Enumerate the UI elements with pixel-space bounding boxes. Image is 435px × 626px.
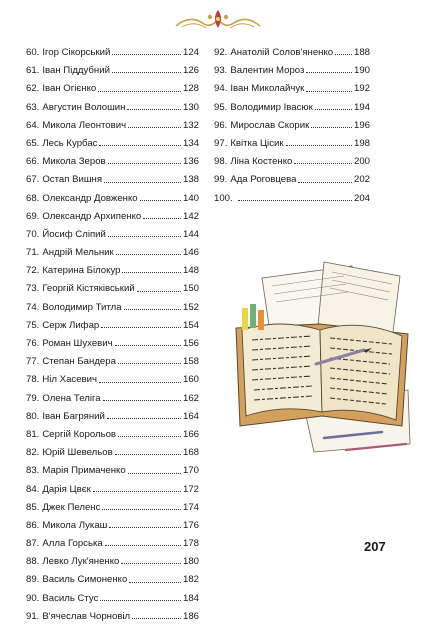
entry-page: 158 [182,356,199,368]
dot-leader [121,563,181,564]
entry-name: Микола Лукаш [42,519,108,531]
toc-entry [214,190,370,208]
toc-entry [26,553,199,571]
dot-leader [103,400,181,401]
toc-entry [214,80,370,98]
dot-leader [108,163,181,164]
toc-entry [26,171,199,189]
entry-page: 170 [182,465,199,477]
entry-number: 75. [26,319,40,331]
toc-entry [26,44,199,62]
entry-name: Микола Зеров [42,156,106,168]
entry-number: 100. [214,192,233,204]
toc-entry [26,299,199,317]
dot-leader [143,218,181,219]
toc-left-column [26,44,199,626]
entry-name: Валентин Мороз [230,65,305,77]
entry-number: 65. [26,137,40,149]
entry-number: 83. [26,465,40,477]
dot-leader [112,72,181,73]
dot-leader [137,291,181,292]
entry-number: 63. [26,101,40,113]
entry-page: 162 [182,392,199,404]
dot-leader [99,382,181,383]
entry-name: Серж Лифар [42,319,100,331]
open-book-illustration-icon [232,248,412,458]
dot-leader [101,327,181,328]
entry-number: 85. [26,501,40,513]
entry-number: 62. [26,83,40,95]
dot-leader [115,345,181,346]
entry-page: 144 [182,228,199,240]
dot-leader [128,127,181,128]
entry-name: Іван Багряний [42,410,105,422]
toc-entry [26,499,199,517]
entry-name: Дарія Цвєк [42,483,91,495]
entry-number: 98. [214,156,228,168]
entry-number: 95. [214,101,228,113]
dot-leader [116,254,181,255]
entry-page: 202 [353,174,370,186]
entry-page: 178 [182,538,199,550]
toc-entry [26,135,199,153]
entry-number: 77. [26,356,40,368]
dot-leader [286,145,352,146]
entry-name: Олександр Архипенко [42,210,142,222]
dot-leader [109,527,181,528]
entry-name: Катерина Білокур [42,265,121,277]
entry-name: Іван Миколайчук [230,83,305,95]
entry-page: 136 [182,156,199,168]
entry-name: Микола Леонтович [42,119,127,131]
toc-entry [26,208,199,226]
entry-page: 174 [182,501,199,513]
toc-right-column [214,44,370,208]
dot-leader [132,618,181,619]
toc-entry [26,408,199,426]
entry-page: 152 [182,301,199,313]
entry-page: 142 [182,210,199,222]
entry-page: 194 [353,101,370,113]
entry-number: 69. [26,210,40,222]
entry-name: Олександр Довженко [42,192,138,204]
entry-number: 78. [26,374,40,386]
dot-leader [93,491,181,492]
entry-name: Лесь Курбас [42,137,98,149]
entry-page: 140 [182,192,199,204]
dot-leader [104,182,181,183]
entry-name: Андрій Мельник [42,247,114,259]
toc-entry [26,117,199,135]
page-number: 207 [364,539,386,554]
entry-number: 70. [26,228,40,240]
entry-number: 99. [214,174,228,186]
toc-entry [26,226,199,244]
entry-page: 204 [353,192,370,204]
entry-number: 81. [26,428,40,440]
dot-leader [129,582,181,583]
toc-entry [26,280,199,298]
entry-page: 166 [182,428,199,440]
dot-leader [294,163,352,164]
entry-number: 79. [26,392,40,404]
entry-number: 68. [26,192,40,204]
entry-page: 134 [182,137,199,149]
dot-leader [105,545,181,546]
entry-page: 190 [353,65,370,77]
entry-name: Володимир Івасюк [230,101,313,113]
entry-number: 66. [26,156,40,168]
toc-entry [26,571,199,589]
entry-number: 71. [26,247,40,259]
entry-number: 82. [26,447,40,459]
entry-number: 96. [214,119,228,131]
entry-number: 89. [26,574,40,586]
header-ornament-icon [168,6,268,36]
entry-page: 154 [182,319,199,331]
toc-entry [26,444,199,462]
dot-leader [335,54,352,55]
dot-leader [99,145,181,146]
entry-name: Остап Вишня [42,174,103,186]
toc-entry [26,99,199,117]
entry-page: 172 [182,483,199,495]
toc-entry [214,153,370,171]
entry-page: 148 [182,265,199,277]
entry-page: 176 [182,519,199,531]
dot-leader [140,200,181,201]
entry-number: 93. [214,65,228,77]
entry-number: 87. [26,538,40,550]
entry-number: 80. [26,410,40,422]
entry-number: 76. [26,338,40,349]
dot-leader [306,91,352,92]
entry-page: 130 [182,101,199,113]
toc-entry [26,426,199,444]
entry-name: Ігор Сікорський [42,47,111,58]
toc-entry [26,517,199,535]
entry-name: Василь Симоненко [42,574,128,586]
entry-name: Степан Бандера [42,356,116,368]
entry-number: 84. [26,483,40,495]
entry-name: Алла Горська [42,538,103,550]
dot-leader [122,272,181,273]
dot-leader [98,91,181,92]
dot-leader [115,454,181,455]
toc-entry [26,371,199,389]
toc-entry [26,462,199,480]
entry-page: 180 [182,556,199,568]
entry-page: 132 [182,119,199,131]
entry-page: 168 [182,447,199,459]
entry-number: 88. [26,556,40,568]
entry-page: 138 [182,174,199,186]
entry-name: Георгій Кістяківський [42,283,135,295]
dot-leader [311,127,352,128]
entry-page: 184 [182,592,199,604]
entry-page: 196 [353,119,370,131]
toc-entry [26,390,199,408]
dot-leader [128,473,181,474]
dot-leader [315,109,352,110]
entry-name: Роман Шухевич [42,338,113,349]
entry-number: 73. [26,283,40,295]
toc-entry [26,190,199,208]
toc-entry [214,117,370,135]
entry-number: 90. [26,592,40,604]
dot-leader [107,418,181,419]
dot-leader [238,200,352,201]
entry-name: Квітка Цісик [230,137,284,149]
entry-page: 146 [182,247,199,259]
entry-name: В'ячеслав Чорновіл [42,610,131,622]
entry-number: 94. [214,83,228,95]
entry-name: Володимир Титла [42,301,122,313]
entry-name: Ніл Хасевич [42,374,97,386]
toc-entry [26,335,199,353]
toc-entry [214,62,370,80]
entry-number: 74. [26,301,40,313]
entry-page: 126 [182,65,199,77]
toc-entry [26,80,199,98]
toc-entry [214,135,370,153]
entry-page: 128 [182,83,199,95]
entry-number: 60. [26,47,40,58]
dot-leader [102,509,181,510]
dot-leader [306,72,352,73]
entry-name: Сергій Корольов [42,428,117,440]
entry-page: 124 [182,47,199,58]
entry-name: Джек Пеленс [42,501,101,513]
toc-entry [214,44,370,62]
dot-leader [298,182,352,183]
entry-name: Василь Стус [42,592,99,604]
toc-entry [26,353,199,371]
entry-number: 97. [214,137,228,149]
entry-page: 150 [182,283,199,295]
dot-leader [124,309,181,310]
toc-entry [26,608,199,626]
entry-name: Левко Лук'яненко [42,556,120,568]
toc-entry [26,62,199,80]
entry-number: 61. [26,65,40,77]
entry-name: Олена Теліга [42,392,101,404]
entry-name: Марія Примаченко [42,465,126,477]
entry-name: Іван Піддубний [42,65,110,77]
toc-entry [26,317,199,335]
entry-number: 72. [26,265,40,277]
entry-page: 188 [353,47,370,58]
dot-leader [112,54,181,55]
dot-leader [118,363,181,364]
entry-name: Ада Роговцева [230,174,297,186]
toc-entry [26,262,199,280]
entry-number: 64. [26,119,40,131]
toc-entry [26,153,199,171]
entry-name: Ліна Костенко [230,156,293,168]
entry-name: Іван Огієнко [42,83,97,95]
entry-page: 192 [353,83,370,95]
toc-entry [214,171,370,189]
entry-name: Анатолій Солов'яненко [230,47,334,58]
toc-entry [26,481,199,499]
entry-number: 92. [214,47,228,58]
toc-entry [26,590,199,608]
entry-page: 186 [182,610,199,622]
entry-number: 86. [26,519,40,531]
entry-name: Мирослав Скорик [230,119,310,131]
dot-leader [108,236,181,237]
entry-page: 156 [182,338,199,349]
dot-leader [118,436,181,437]
toc-entry [26,535,199,553]
entry-number: 67. [26,174,40,186]
entry-name: Йосиф Сліпий [42,228,106,240]
entry-page: 182 [182,574,199,586]
entry-page: 164 [182,410,199,422]
entry-name: Юрій Шевельов [42,447,113,459]
toc-entry [26,244,199,262]
toc-entry [214,99,370,117]
entry-number: 91. [26,610,40,622]
entry-page: 200 [353,156,370,168]
entry-name: Августин Волошин [42,101,126,113]
entry-page: 198 [353,137,370,149]
entry-page: 160 [182,374,199,386]
dot-leader [127,109,181,110]
